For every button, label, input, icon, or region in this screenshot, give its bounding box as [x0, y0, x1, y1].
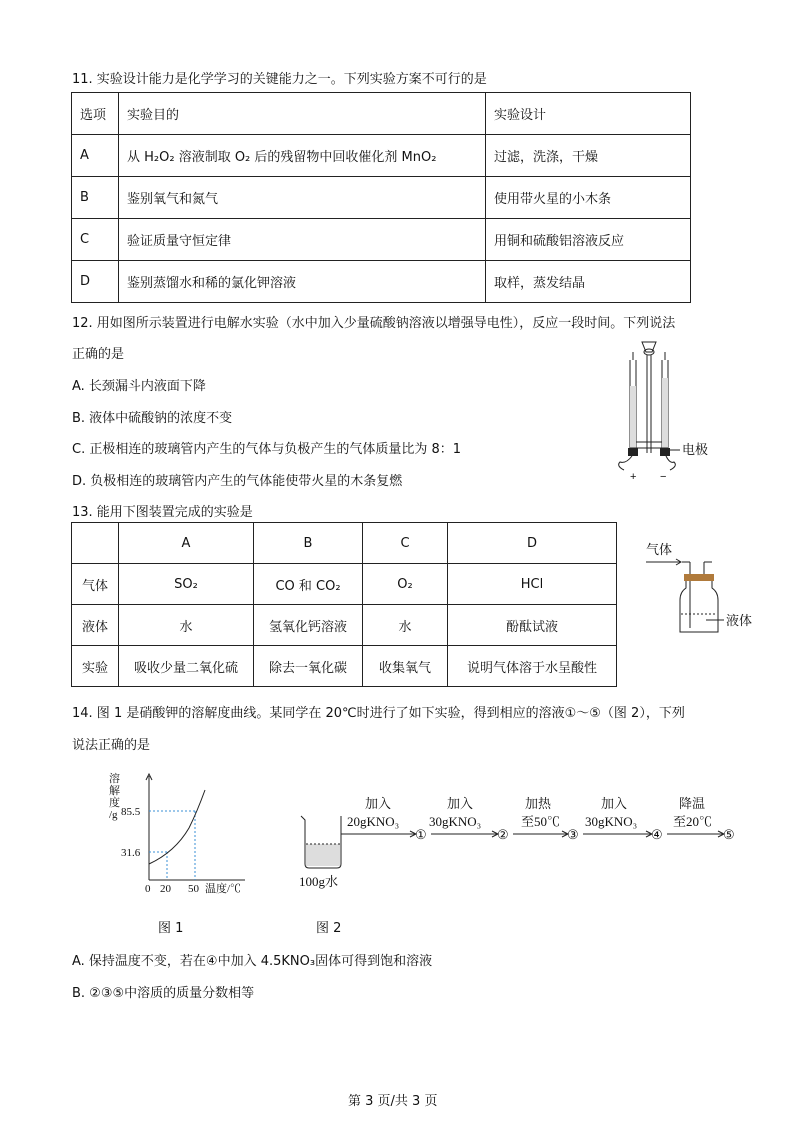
- q13-table: [71, 522, 617, 687]
- result-label: ②: [497, 827, 509, 842]
- ylabel-char: 溶: [109, 773, 120, 785]
- xaxis-label: 温度/℃: [205, 883, 242, 895]
- figure2-caption: 图 2: [316, 921, 342, 936]
- q14-option-a: A. 保持温度不变，若在④中加入 4.5KNO₃固体可得到饱和溶液: [72, 954, 433, 969]
- process-flow-figure: [295, 790, 745, 890]
- table-header: C: [363, 523, 448, 564]
- table-cell: 收集氧气: [363, 646, 448, 687]
- plus-sign: +: [630, 471, 637, 483]
- table-row: [72, 177, 691, 219]
- xtick-label: 20: [160, 883, 171, 895]
- table-cell: 说明气体溶于水呈酸性: [448, 646, 617, 687]
- q12-option-c: C. 正极相连的玻璃管内产生的气体与负极产生的气体质量比为 8：1: [72, 442, 462, 457]
- table-cell: CO 和 CO₂: [254, 564, 363, 605]
- beaker-label: 100g水: [299, 874, 339, 889]
- step-top: 降温: [679, 796, 706, 811]
- table-cell: SO₂: [119, 564, 254, 605]
- ylabel-char: /g: [109, 809, 118, 821]
- table-row: [72, 564, 617, 605]
- q12-option-a: A. 长颈漏斗内液面下降: [72, 379, 206, 394]
- step-bottom: 30gKNO₃: [585, 814, 638, 829]
- table-cell: 鉴别氧气和氮气: [119, 177, 486, 219]
- table-cell: A: [72, 135, 119, 177]
- table-cell: 氢氧化钙溶液: [254, 605, 363, 646]
- q11-stem: 11. 实验设计能力是化学学习的关键能力之一。下列实验方案不可行的是: [72, 72, 487, 87]
- figure1-caption: 图 1: [158, 921, 184, 936]
- ytick-label: 31.6: [121, 847, 141, 859]
- step-bottom: 至20℃: [673, 814, 713, 829]
- table-cell: D: [72, 261, 119, 303]
- table-cell: 取样，蒸发结晶: [486, 261, 691, 303]
- table-header: 实验设计: [486, 93, 691, 135]
- table-cell: 气体: [72, 564, 119, 605]
- table-cell: 从 H₂O₂ 溶液制取 O₂ 后的残留物中回收催化剂 MnO₂: [119, 135, 486, 177]
- q14-stem-line2: 说法正确的是: [72, 738, 151, 753]
- table-cell: 用铜和硫酸铝溶液反应: [486, 219, 691, 261]
- table-row: [72, 646, 617, 687]
- q14-stem-line1: 14. 图 1 是硝酸钾的溶解度曲线。某同学在 20℃时进行了如下实验，得到相应的溶液①～⑤（图 2），下列: [72, 706, 685, 721]
- table-cell: C: [72, 219, 119, 261]
- q13-stem: 13. 能用下图装置完成的实验是: [72, 505, 253, 520]
- table-cell: 过滤，洗涤，干燥: [486, 135, 691, 177]
- q12-option-b: B. 液体中硫酸钠的浓度不变: [72, 411, 233, 426]
- table-cell: HCl: [448, 564, 617, 605]
- q12-stem-line1: 12. 用如图所示装置进行电解水实验（水中加入少量硫酸钠溶液以增强导电性），反应一段时间。下列说法: [72, 316, 676, 331]
- step-top: 加入: [447, 796, 474, 811]
- table-cell: 验证质量守恒定律: [119, 219, 486, 261]
- table-cell: 酚酞试液: [448, 605, 617, 646]
- table-cell: 吸收少量二氧化硫: [119, 646, 254, 687]
- table-cell: 实验: [72, 646, 119, 687]
- step-bottom: 20gKNO₃: [347, 814, 400, 829]
- liquid-label: 液体: [726, 613, 753, 628]
- table-cell: 除去一氧化碳: [254, 646, 363, 687]
- page-footer: 第 3 页/共 3 页: [348, 1094, 438, 1109]
- table-row: [72, 605, 617, 646]
- table-header: D: [448, 523, 617, 564]
- step-top: 加入: [601, 796, 628, 811]
- electrode-label: 电极: [682, 442, 709, 457]
- table-row: [72, 135, 691, 177]
- q12-option-d: D. 负极相连的玻璃管内产生的气体能使带火星的木条复燃: [72, 474, 403, 489]
- step-bottom: 至50℃: [521, 814, 561, 829]
- table-row: [72, 93, 691, 135]
- solubility-curve-figure: [105, 768, 265, 898]
- q12-stem-line2: 正确的是: [72, 347, 125, 362]
- table-cell: B: [72, 177, 119, 219]
- xtick-label: 0: [145, 883, 151, 895]
- table-row: [72, 261, 691, 303]
- minus-sign: −: [660, 471, 667, 483]
- ylabel-char: 解: [109, 785, 120, 797]
- electrolysis-apparatus-figure: [608, 338, 718, 486]
- result-label: ⑤: [723, 827, 735, 842]
- xtick-label: 50: [188, 883, 199, 895]
- gas-bottle-figure: [640, 540, 770, 640]
- q11-table: [71, 92, 691, 303]
- table-header: B: [254, 523, 363, 564]
- table-cell: 水: [363, 605, 448, 646]
- table-header: 实验目的: [119, 93, 486, 135]
- gas-label: 气体: [646, 542, 673, 557]
- ylabel-char: 度: [109, 797, 120, 809]
- table-header: [72, 523, 119, 564]
- step-top: 加热: [525, 796, 552, 811]
- result-label: ④: [651, 827, 663, 842]
- table-cell: 使用带火星的小木条: [486, 177, 691, 219]
- result-label: ③: [567, 827, 579, 842]
- result-label: ①: [415, 827, 427, 842]
- table-cell: O₂: [363, 564, 448, 605]
- table-header: A: [119, 523, 254, 564]
- table-row: [72, 219, 691, 261]
- table-cell: 鉴别蒸馏水和稀的氯化钾溶液: [119, 261, 486, 303]
- q14-option-b: B. ②③⑤中溶质的质量分数相等: [72, 986, 255, 1001]
- table-cell: 液体: [72, 605, 119, 646]
- ytick-label: 85.5: [121, 806, 141, 818]
- step-bottom: 30gKNO₃: [429, 814, 482, 829]
- table-cell: 水: [119, 605, 254, 646]
- step-top: 加入: [365, 796, 392, 811]
- table-row: [72, 523, 617, 564]
- table-header: 选项: [72, 93, 119, 135]
